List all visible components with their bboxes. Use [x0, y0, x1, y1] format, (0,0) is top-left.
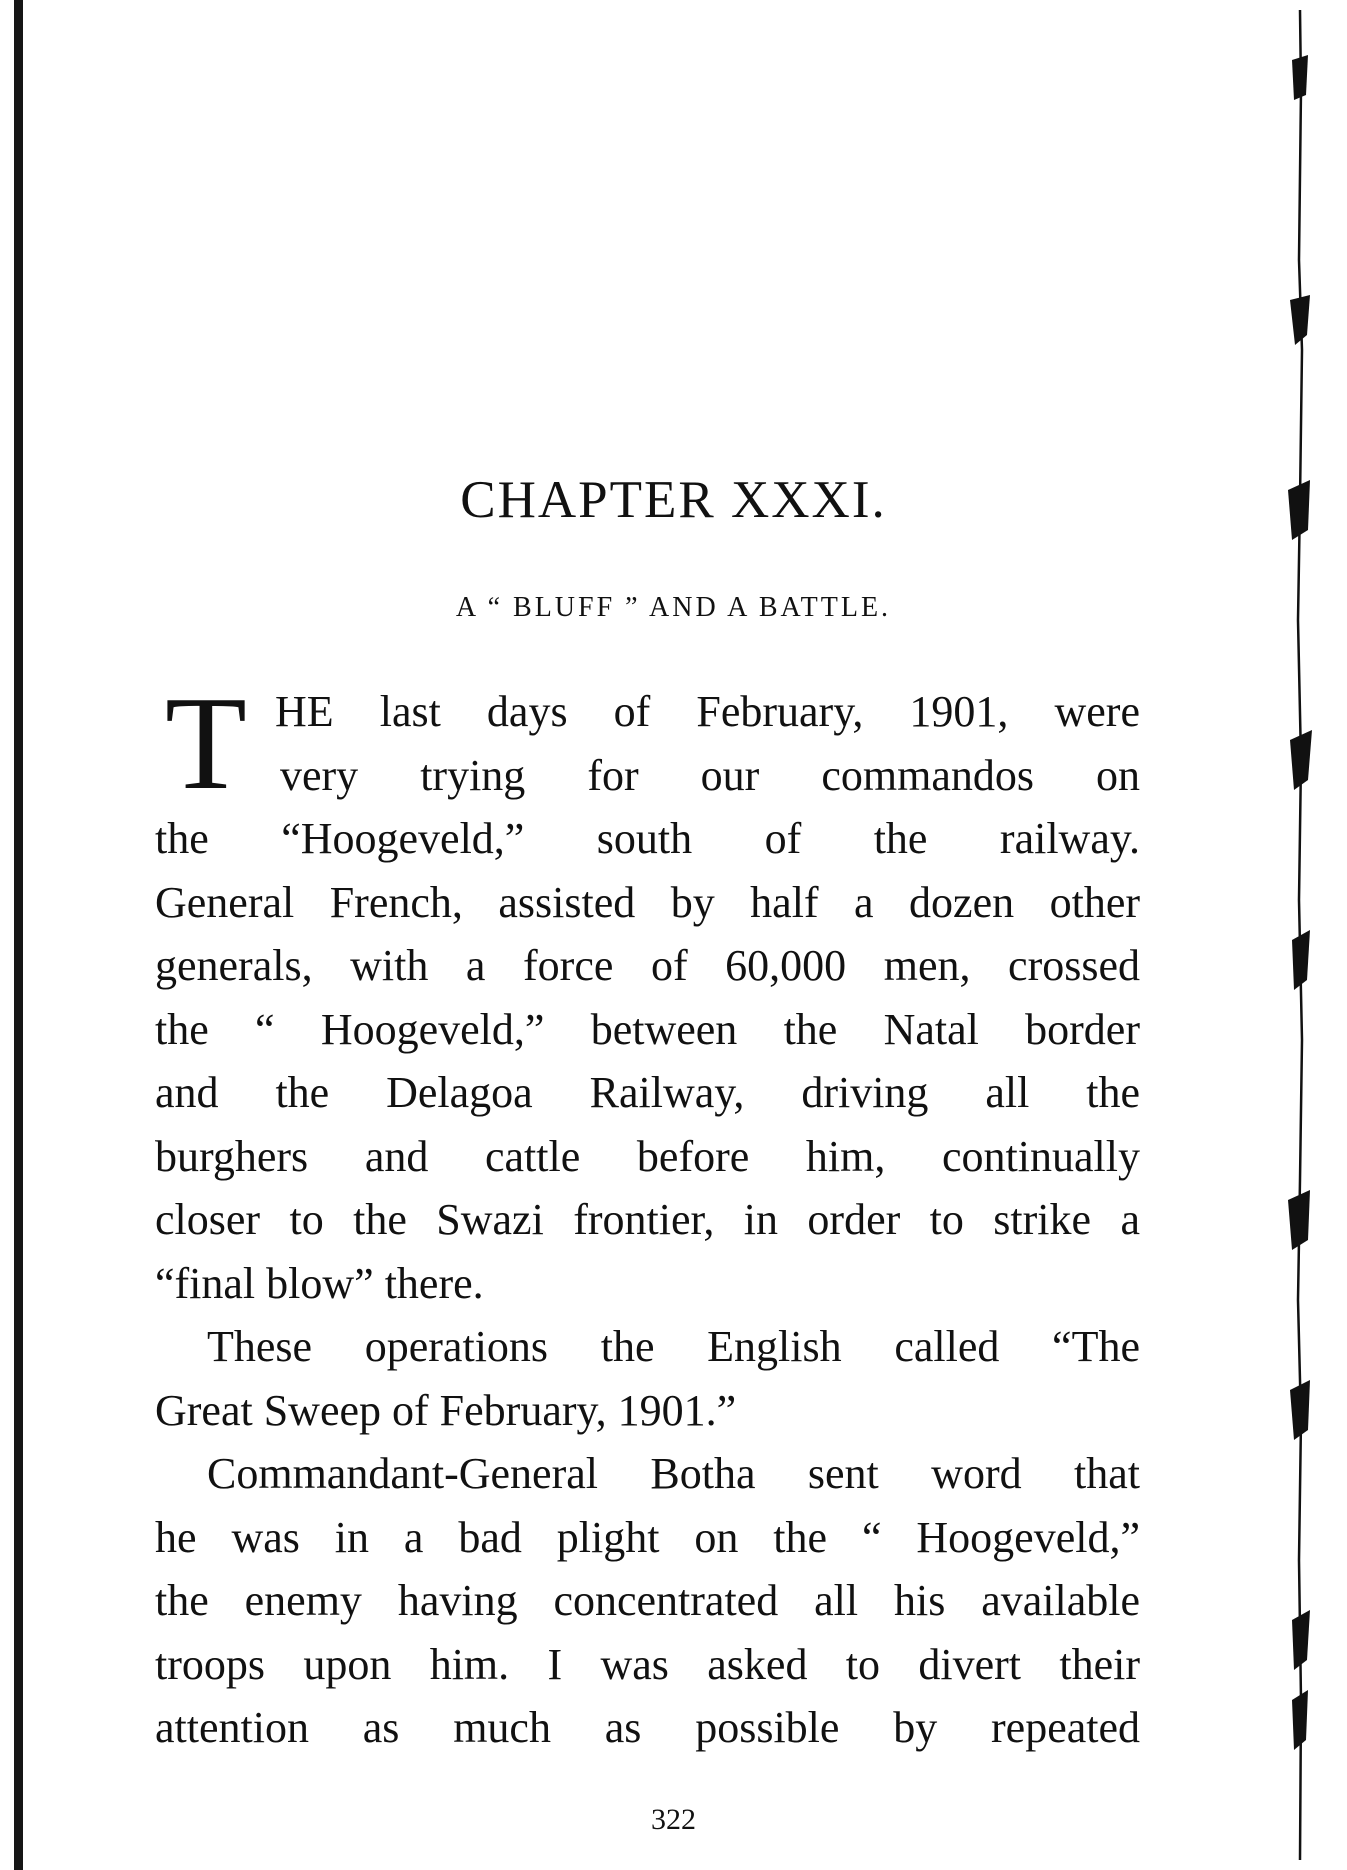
text-line: and the Delagoa Railway, driving all the	[155, 1068, 1140, 1117]
text-line: the enemy having concentrated all his available	[155, 1576, 1140, 1625]
text-line: he was in a bad plight on the “ Hoogeveld,”	[155, 1512, 1140, 1562]
chapter-subtitle: A “ BLUFF ” AND A BATTLE.	[455, 592, 892, 623]
text-line: burghers and cattle before him, continually	[155, 1131, 1140, 1181]
left-page-edge	[14, 0, 23, 1870]
text-line: “final blow” there.	[155, 1258, 484, 1308]
text-line: troops upon him. I was asked to divert their	[155, 1639, 1140, 1689]
text-line: closer to the Swazi frontier, in order to strike a	[155, 1195, 1140, 1244]
text-line: the “Hoogeveld,” south of the railway.	[155, 814, 1140, 863]
text-line: Great Sweep of February, 1901.”	[155, 1385, 737, 1435]
drop-cap: T	[165, 669, 247, 817]
text-line: These operations the English called “The	[207, 1322, 1140, 1371]
text-line: generals, with a force of 60,000 men, crossed	[155, 941, 1140, 990]
body-text	[155, 669, 1140, 1760]
chapter-title: CHAPTER XXXI.	[460, 471, 887, 529]
text-line: Commandant-General Botha sent word that	[207, 1449, 1140, 1498]
text-line: General French, assisted by half a dozen other	[155, 877, 1140, 927]
page-number: 322	[651, 1803, 696, 1836]
text-line: attention as much as possible by repeated	[155, 1703, 1140, 1752]
text-line: HE last days of February, 1901, were	[275, 687, 1140, 736]
text-line: the “ Hoogeveld,” between the Natal border	[155, 1004, 1140, 1054]
binding-edge-decoration	[1270, 0, 1330, 1870]
text-line: very trying for our commandos on	[280, 750, 1140, 800]
